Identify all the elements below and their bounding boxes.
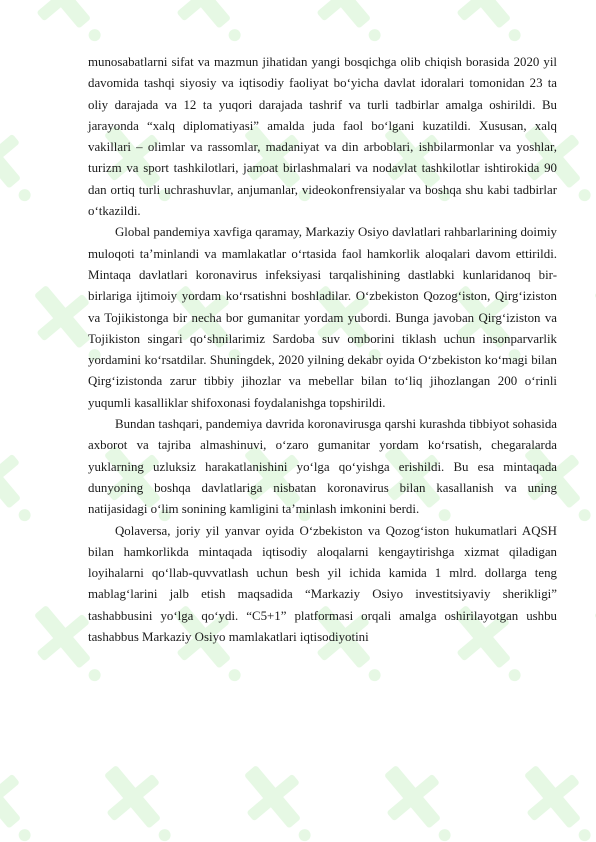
paragraph-4: Qolaversa, joriy yil yanvar oyida O‘zbekiston va Qozog‘iston hukumatlari AQSH bilan hamkorlikda mintaqada iqtisodiy aloqalarni kengaytirishga xizmat qiladigan loyihalarni qo‘llab-quvvatlash uchun besh yil ichida kamida 1 mlrd. dollarga teng mablag‘larini jalb etish maqsadida “Markaziy Osiyo investitsiyaviy sherikligi” tashabbusini yo‘lga qo‘ydi. “C5+1” platformasi orqali amalga oshirilayotgan ushbu tashabbus Markaziy Osiyo mamlakatlari iqtisodiyotini (88, 523, 557, 645)
watermark-mark (227, 751, 331, 842)
watermark-mark (297, 0, 401, 59)
paragraph-3: Bundan tashqari, pandemiya davrida koronavirusga qarshi kurashda tibbiyot sohasida axborot va tajriba almashinuvi, o‘zaro gumanitar yordam ko‘rsatish, chegaralarda yuklarning uzluksiz harakatlanishini yo‘lga qo‘yishga erishildi. Bu esa mintaqada dunyoning boshqa davlatlariga nisbatan koronavirus bilan kasallanish va uning natijasidagi o‘lim sonining kamligini ta’minlash imkonini berdi. (88, 417, 557, 517)
watermark-mark (87, 751, 191, 842)
paragraph-1: munosabatlarni sifat va mazmun jihatidan yangi bosqichga olib chiqish borasida 2020 yil davomida tashqi siyosiy va iqtisodiy faoliyat bo‘yicha davlat idoralari tomonidan 23 ta oliy darajada va 12 ta yuqori darajada tashrif va turli tadbirlar amalga oshirildi. Bu jarayonda “xalq diplomatiyasi” amalda juda faol bo‘lgani kuzatildi. Xususan, xalq vakillari – olimlar va rassomlar, madaniyat va din arboblari, ishbilarmonlar va yoshlar, turizm va sport tashkilotlari, jamoat birlashmalari va nodavlat tashkilotlar ishtirokida 90 dan ortiq turli uchrashuvlar, anjumanlar, videokonfrensiyalar va boshqa shu kabi tadbirlar o‘tkazildi. (88, 55, 557, 219)
watermark-mark (367, 751, 471, 842)
watermark-mark (577, 591, 596, 699)
watermark-mark (0, 431, 51, 539)
page-body (88, 52, 557, 648)
watermark-mark (577, 0, 596, 59)
watermark-mark (0, 751, 51, 842)
watermark-mark (437, 0, 541, 59)
watermark-mark (507, 751, 596, 842)
watermark-mark (0, 111, 51, 219)
paragraph-2: Global pandemiya xavfiga qaramay, Markaziy Osiyo davlatlari rahbarlarining doimiy muloqoti ta’minlandi va mamlakatlar o‘rtasida faol hamkorlik aloqalari davom ettirildi. Mintaqa davlatlari koronavirus infeksiyasi tarqalishining dastlabki kunlaridanoq bir-birlariga ijtimoiy yordam ko‘rsatishni boshladilar. O‘zbekiston Qozog‘iston, Qirg‘iziston va Tojikistonga bir necha bor gumanitar yordam yubordi. Bunga javoban Qirg‘iziston va Tojikiston singari qo‘shnilarimiz Sardoba suv omborini tiklash uchun insonparvarlik yordamini ko‘rsatdilar. Shuningdek, 2020 yilning dekabr oyida O‘zbekiston ko‘magi bilan Qirg‘izistonda zarur tibbiy jihozlar va mebellar bilan to‘liq jihozlangan 200 o‘rinli yuqumli kasalliklar shifoxonasi foydalanishga topshirildi. (88, 225, 557, 410)
watermark-mark (17, 0, 121, 59)
watermark-mark (577, 271, 596, 379)
watermark-mark (157, 0, 261, 59)
